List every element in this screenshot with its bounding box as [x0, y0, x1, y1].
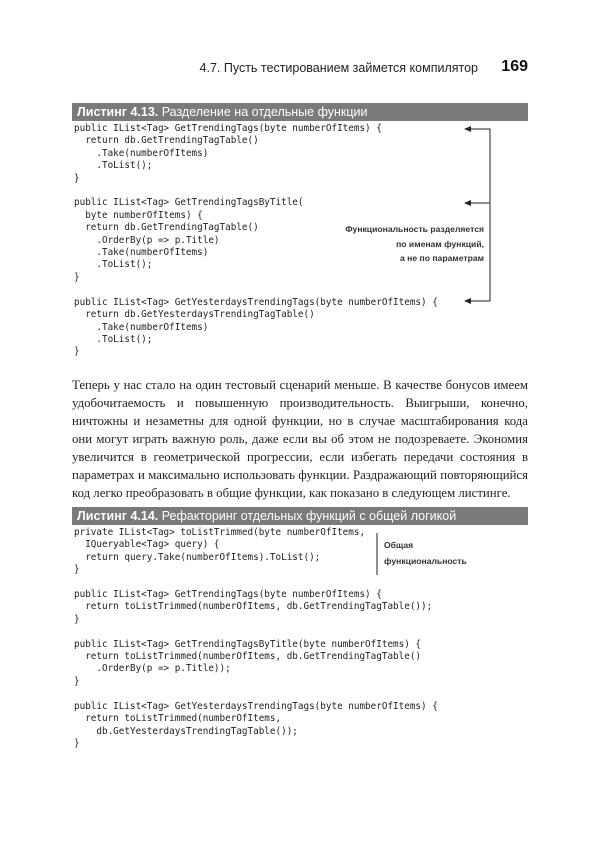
- listing-4-14-code: private IList<Tag> toListTrimmed(byte numberOfItems, IQueryable<Tag> query) { return query.Take(numberOfItems).ToList(); } public IList<Tag> GetTrendingTags(byte numberOfItems) { return toListTrimmed(numberOfItems, db.GetTrendingTagTable()); } public IList<Tag> GetTrendingTagsByTitle(byte numberOfItems) { return toListTrimmed(numberOfItems, db.GetTrendingTagTable() .OrderBy(p => p.Title)); } public IList<Tag> GetYesterdaysTrendingTags(byte numberOfItems) { return toListTrimmed(numberOfItems, db.GetYesterdaysTrendingTagTable()); }: [74, 527, 438, 749]
- page-number: 169: [501, 58, 528, 75]
- listing-4-14-label: Листинг 4.14.: [77, 509, 159, 523]
- listing-4-14-title: Рефакторинг отдельных функций с общей логикой: [161, 509, 457, 523]
- listing-4-14-annotation: Общая функциональность: [384, 540, 467, 566]
- listing-4-13-label: Листинг 4.13.: [77, 105, 159, 119]
- listing-4-13-annotation: Функциональность разделяется по именам функций, а не по параметрам: [345, 224, 484, 263]
- listing-4-13-code: public IList<Tag> GetTrendingTags(byte numberOfItems) { return db.GetTrendingTagTable() .Take(numberOfItems) .ToList(); } public IList<Tag> GetTrendingTagsByTitle( byte numberOfItems) { return db.GetTrendingTagTable() .OrderBy(p => p.Title) .Take(numberOfItems) .ToList(); } public IList<Tag> GetYesterdaysTrendingTags(byte numberOfItems) { return db.GetYesterdaysTrendingTagTable() .Take(numberOfItems) .ToList(); }: [74, 123, 438, 358]
- body-paragraph: Теперь у нас стало на один тестовый сценарий меньше. В качестве бонусов имеем удобочитаемость и повышенную производительность. Выигрыши, конечно, ничтожны и незаметны для одной функции, но в случае масштабирования кода они могут играть важную роль, даже если вы об этом не подозреваете. Экономия увеличится в геометрической прогрессии, если избегать передачи состояния в параметрах и максимально использовать функции. Раздражающий повторяющийся код легко преобразовать в общие функции, как показано в следующем листинге.: [72, 378, 528, 500]
- running-header-title: 4.7. Пусть тестированием займется компилятор: [199, 61, 478, 75]
- listing-4-13-title: Разделение на отдельные функции: [161, 105, 368, 119]
